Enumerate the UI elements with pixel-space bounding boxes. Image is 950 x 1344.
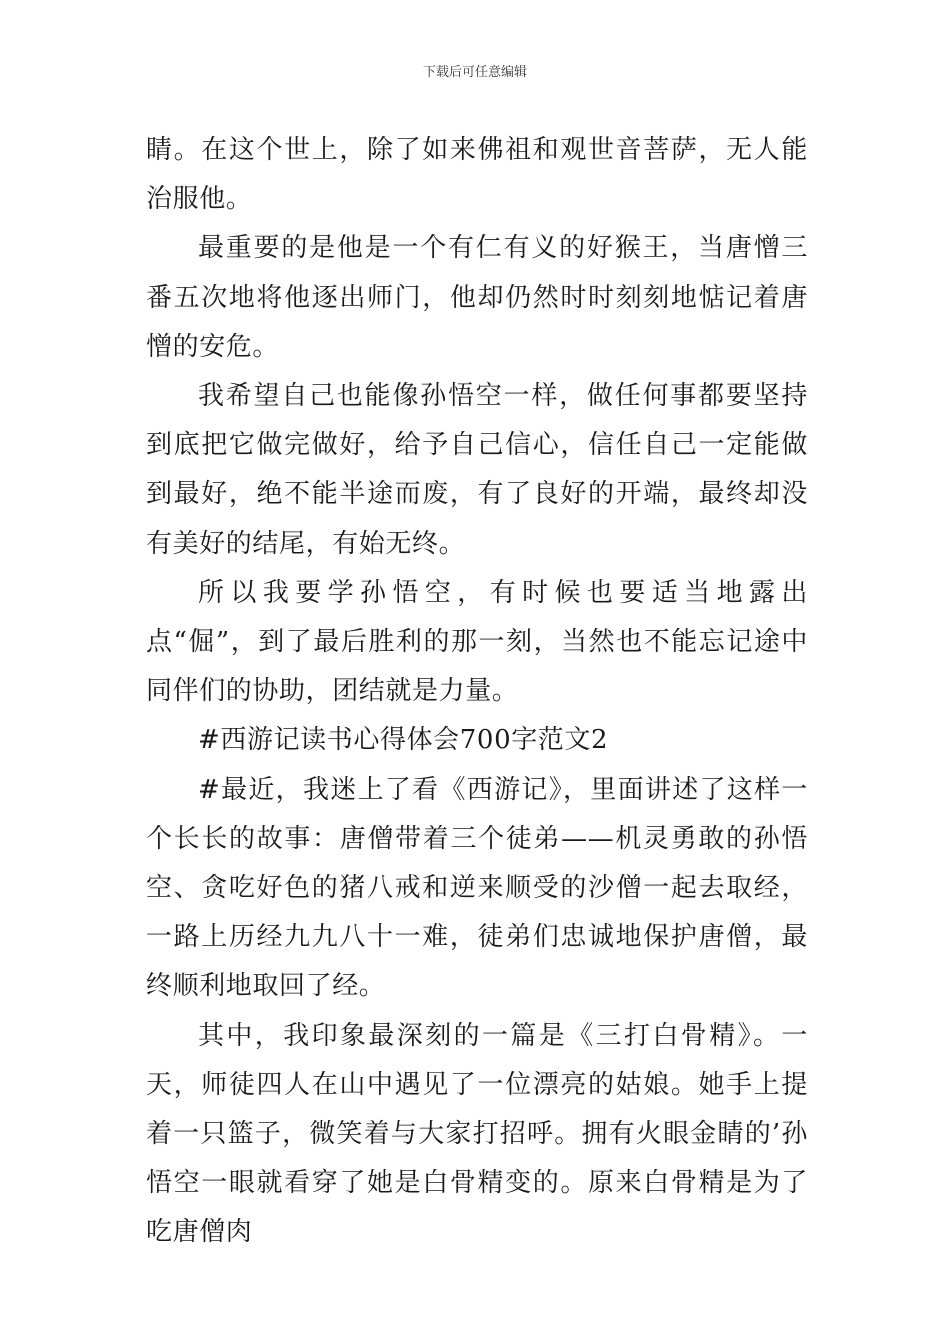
document-body: [146, 126, 808, 1258]
page-header: 下载后可任意编辑: [422, 65, 527, 80]
paragraph-7: 其中，我印象最深刻的一篇是《三打白骨精》。一天，师徒四人在山中遇见了一位漂亮的姑娘。她手上提着一只篮子，微笑着与大家打招呼。拥有火眼金睛的’孙悟空一眼就看穿了她是白骨精变的。原来白骨精是为了吃唐僧肉: [146, 1020, 808, 1248]
paragraph-1: 睛。在这个世上，除了如来佛祖和观世音菩萨，无人能治服他。: [146, 135, 808, 215]
paragraph-3: 我希望自己也能像孙悟空一样，做任何事都要坚持到底把它做完做好，给予自己信心，信任自己一定能做到最好，绝不能半途而废，有了良好的开端，最终却没有美好的结尾，有始无终。: [146, 381, 808, 559]
paragraph-6: #最近，我迷上了看《西游记》，里面讲述了这样一个长长的故事：唐僧带着三个徒弟——机灵勇敢的孙悟空、贪吃好色的猪八戒和逆来顺受的沙僧一起去取经，一路上历经九九八十一难，徒弟们忠诚地保护唐僧，最终顺利地取回了经。: [146, 774, 808, 1002]
section-heading: #西游记读书心得体会700字范文2: [198, 725, 609, 756]
paragraph-4: 所以我要学孙悟空，有时候也要适当地露出点“倔”，到了最后胜利的那一刻，当然也不能忘记途中同伴们的协助，团结就是力量。: [146, 577, 808, 707]
paragraph-2: 最重要的是他是一个有仁有义的好猴王，当唐憎三番五次地将他逐出师门，他却仍然时时刻刻地惦记着唐憎的安危。: [146, 233, 808, 362]
